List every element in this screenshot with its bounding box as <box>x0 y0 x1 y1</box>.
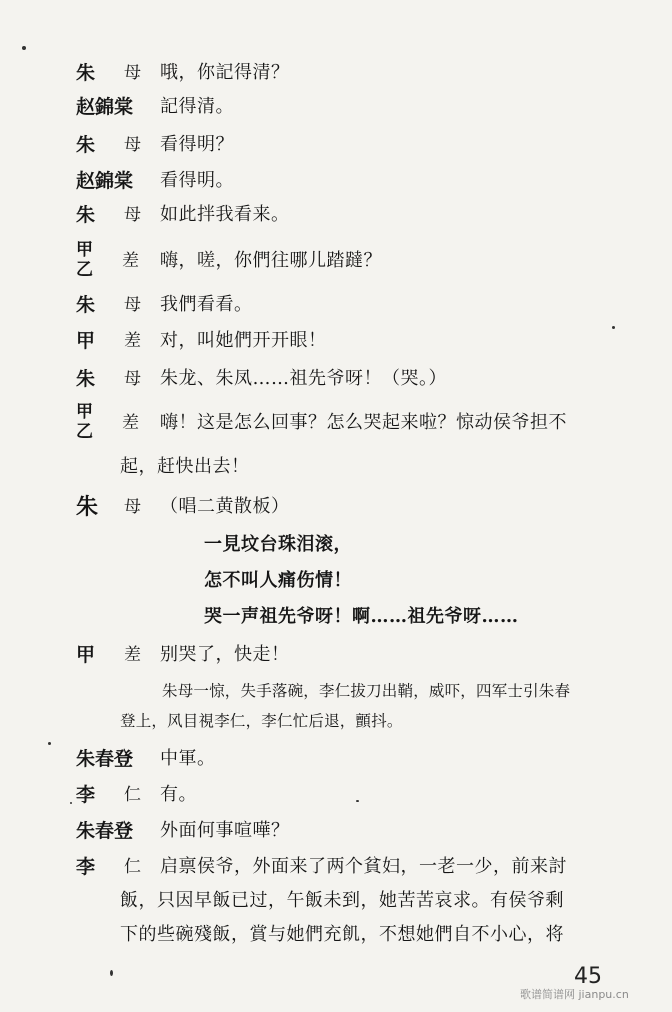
dialogue-line: 李 仁 有。 <box>0 780 672 810</box>
dialogue-text: 我們看看。 <box>160 294 253 315</box>
dialogue-line: 朱 母 看得明？ <box>0 130 672 160</box>
page-number: 45 <box>574 964 602 989</box>
stage-direction-text: 登上，风目視李仁，李仁忙后退，顫抖。 <box>120 712 403 730</box>
dialogue-text: 别哭了，快走！ <box>160 644 290 665</box>
dialogue-text: 嗨！这是怎么回事？怎么哭起来啦？惊动侯爷担不 <box>160 412 567 433</box>
dialogue-line: 朱春登 外面何事喧嘩？ <box>0 816 672 846</box>
dialogue-line: 甲 差 对，叫她們开开眼！ <box>0 326 672 356</box>
verse-text: 哭一声祖先爷呀！啊……祖先爷呀…… <box>204 606 519 627</box>
dialogue-line: 朱 母 哦，你記得清？ <box>0 58 672 88</box>
dialogue-text: 記得清。 <box>160 96 234 117</box>
continuation-text: 下的些碗殘飯，賞与她們充飢，不想她們自不小心，将 <box>120 924 564 945</box>
dialogue-text: 朱龙、朱凤……祖先爷呀！（哭。） <box>160 368 447 389</box>
dialogue-line: 朱 母 朱龙、朱凤……祖先爷呀！（哭。） <box>0 364 672 394</box>
continuation-text: 起，赶快出去！ <box>120 456 250 477</box>
dialogue-line: 朱春登 中軍。 <box>0 744 672 774</box>
verse-line <box>0 566 672 596</box>
scan-speck <box>22 46 26 50</box>
dialogue-text: 对，叫她們开开眼！ <box>160 330 327 351</box>
scan-speck <box>48 742 51 745</box>
dialogue-line: 李 仁 启禀侯爷，外面来了两个貧妇，一老一少，前来討 <box>0 852 672 882</box>
scan-speck <box>612 326 615 329</box>
verse-line <box>0 530 672 560</box>
speaker-suffix: 差 <box>122 413 139 433</box>
dialogue-line <box>0 402 672 446</box>
scan-speck <box>110 970 113 976</box>
verse-text: 一見坟台珠泪滚， <box>204 534 352 555</box>
dialogue-line: 朱 母 我們看看。 <box>0 290 672 320</box>
dialogue-line: 甲 差 别哭了，快走！ <box>0 640 672 670</box>
dialogue-text: 哦，你記得清？ <box>160 62 290 83</box>
dialogue-continuation <box>0 452 672 482</box>
dialogue-text: 启禀侯爷，外面来了两个貧妇，一老一少，前来討 <box>160 856 567 877</box>
dialogue-text: 外面何事喧嘩？ <box>160 820 290 841</box>
dialogue-continuation <box>0 886 672 916</box>
continuation-text: 飯，只因早飯已过，午飯未到，她苦苦哀求。有侯爷剩 <box>120 890 564 911</box>
dialogue-line <box>0 240 672 284</box>
dialogue-text: 如此拌我看来。 <box>160 204 290 225</box>
dialogue-text: 中軍。 <box>160 748 216 769</box>
stage-direction-text: 朱母一惊，失手落碗，李仁拔刀出鞘，威吓，四军士引朱春 <box>162 682 571 700</box>
dialogue-text: 看得明？ <box>160 134 234 155</box>
scan-speck <box>70 802 72 804</box>
dialogue-text: 有。 <box>160 784 197 805</box>
speaker-stack: 甲 乙 <box>76 240 93 280</box>
dialogue-line: 朱 母 如此拌我看来。 <box>0 200 672 230</box>
stage-direction <box>0 676 672 706</box>
speaker-stack: 甲 乙 <box>76 402 93 442</box>
dialogue-continuation <box>0 920 672 950</box>
dialogue-text: 嗨，嗟，你們往哪儿踏躂？ <box>160 250 382 271</box>
site-watermark: 歌谱简谱网 jianpu.cn <box>520 988 629 1001</box>
verse-text: 怎不叫人痛伤情！ <box>204 570 352 591</box>
dialogue-line: 朱 母 （唱二黄散板） <box>0 492 672 522</box>
dialogue-line: 赵錦棠 記得清。 <box>0 92 672 122</box>
verse-line <box>0 602 672 632</box>
dialogue-line: 赵錦棠 看得明。 <box>0 166 672 196</box>
stage-direction <box>0 706 672 736</box>
speaker-suffix: 差 <box>122 251 139 271</box>
scan-speck <box>356 800 359 802</box>
aria-direction: （唱二黄散板） <box>160 496 290 517</box>
dialogue-text: 看得明。 <box>160 170 234 191</box>
